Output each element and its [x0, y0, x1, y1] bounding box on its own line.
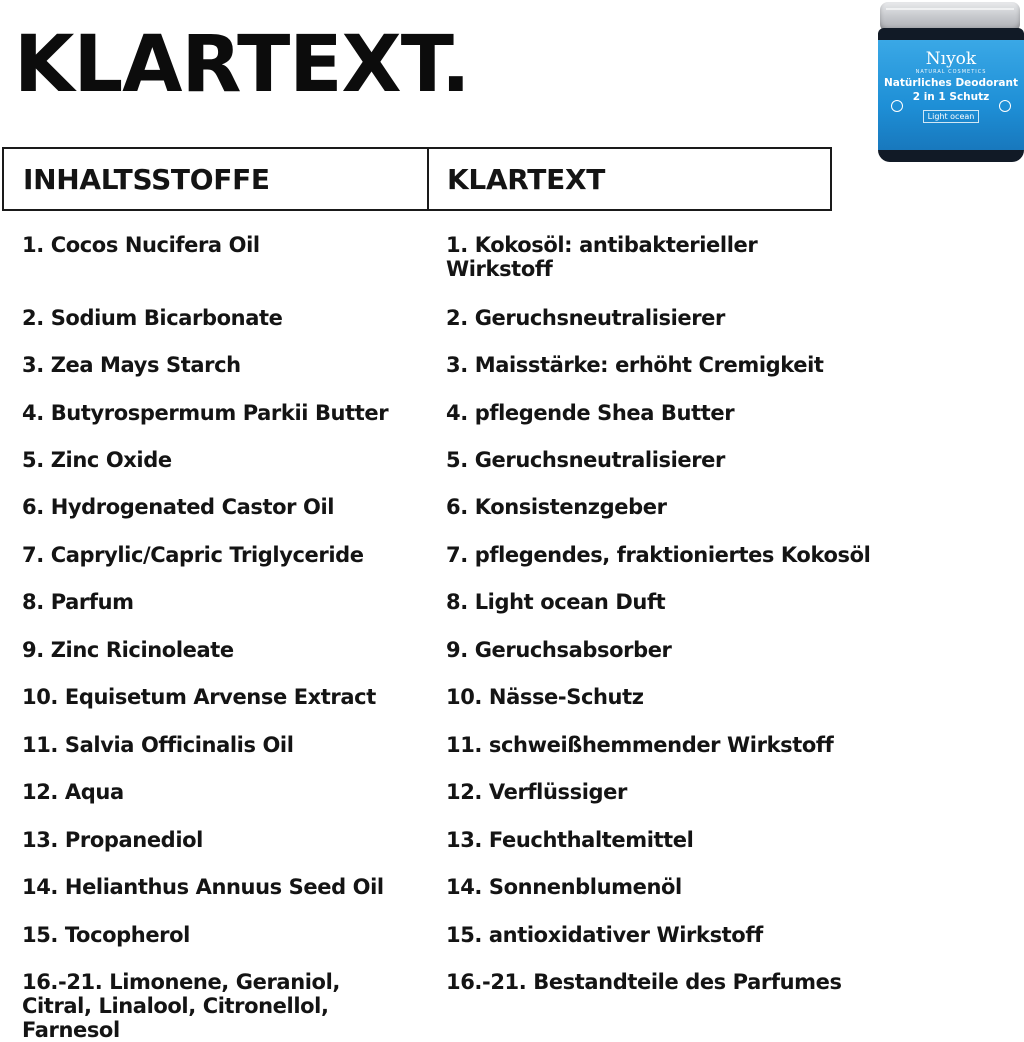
ingredient-cell: 13. Propanediol	[22, 828, 203, 852]
jar-brand: Nıyok	[925, 49, 977, 69]
explanation-cell: 10. Nässe-Schutz	[446, 685, 644, 709]
table-header	[2, 147, 832, 211]
ingredient-cell: 15. Tocopherol	[22, 923, 190, 947]
ingredient-cell: 2. Sodium Bicarbonate	[22, 306, 283, 330]
explanation-cell: 3. Maisstärke: erhöht Cremigkeit	[446, 353, 824, 377]
explanation-cell: 14. Sonnenblumenöl	[446, 875, 682, 899]
no-aluminium-badge-icon	[999, 100, 1011, 112]
jar-product-claim: 2 in 1 Schutz	[912, 91, 990, 103]
jar-body	[878, 28, 1024, 162]
ingredient-cell: 5. Zinc Oxide	[22, 448, 172, 472]
ingredient-cell: 3. Zea Mays Starch	[22, 353, 241, 377]
ingredient-cell: 14. Helianthus Annuus Seed Oil	[22, 875, 384, 899]
header-explanation: KLARTEXT	[447, 162, 606, 196]
explanation-cell: 4. pflegende Shea Butter	[446, 401, 735, 425]
ingredient-cell: 8. Parfum	[22, 590, 134, 614]
explanation-cell: 8. Light ocean Duft	[446, 590, 666, 614]
ingredient-cell: 9. Zinc Ricinoleate	[22, 638, 234, 662]
header-ingredients: INHALTSSTOFFE	[4, 149, 429, 209]
explanation-cell: 9. Geruchsabsorber	[446, 638, 672, 662]
explanation-cell: 6. Konsistenzgeber	[446, 495, 667, 519]
explanation-cell: 5. Geruchsneutralisierer	[446, 448, 725, 472]
explanation-cell: 12. Verflüssiger	[446, 780, 627, 804]
page-title: KLARTEXT.	[14, 20, 470, 110]
ingredient-cell: 16.-21. Limonene, Geraniol, Citral, Linalool, Citronellol, Farnesol	[22, 970, 340, 1042]
ingredient-cell: 4. Butyrospermum Parkii Butter	[22, 401, 389, 425]
jar-label	[878, 40, 1024, 150]
jar-subbrand: NATURAL COSMETICS	[915, 69, 987, 75]
ingredient-cell: 10. Equisetum Arvense Extract	[22, 685, 376, 709]
ingredient-cell: 6. Hydrogenated Castor Oil	[22, 495, 335, 519]
jar-scent: Light ocean	[923, 110, 980, 123]
ingredient-cell: 11. Salvia Officinalis Oil	[22, 733, 294, 757]
explanation-cell: 15. antioxidativer Wirkstoff	[446, 923, 763, 947]
explanation-cell: 2. Geruchsneutralisierer	[446, 306, 725, 330]
ingredient-cell: 7. Caprylic/Capric Triglyceride	[22, 543, 364, 567]
explanation-cell: 11. schweißhemmender Wirkstoff	[446, 733, 834, 757]
explanation-cell: 7. pflegendes, fraktioniertes Kokosöl	[446, 543, 871, 567]
ingredient-cell: 1. Cocos Nucifera Oil	[22, 233, 260, 257]
jar-product-name: Natürliches Deodorant	[883, 77, 1018, 89]
explanation-cell: 1. Kokosöl: antibakterieller Wirkstoff	[446, 233, 758, 281]
vegan-badge-icon	[891, 100, 903, 112]
ingredient-cell: 12. Aqua	[22, 780, 124, 804]
explanation-cell: 16.-21. Bestandteile des Parfumes	[446, 970, 842, 994]
product-jar-image	[878, 0, 1024, 165]
explanation-cell: 13. Feuchthaltemittel	[446, 828, 694, 852]
